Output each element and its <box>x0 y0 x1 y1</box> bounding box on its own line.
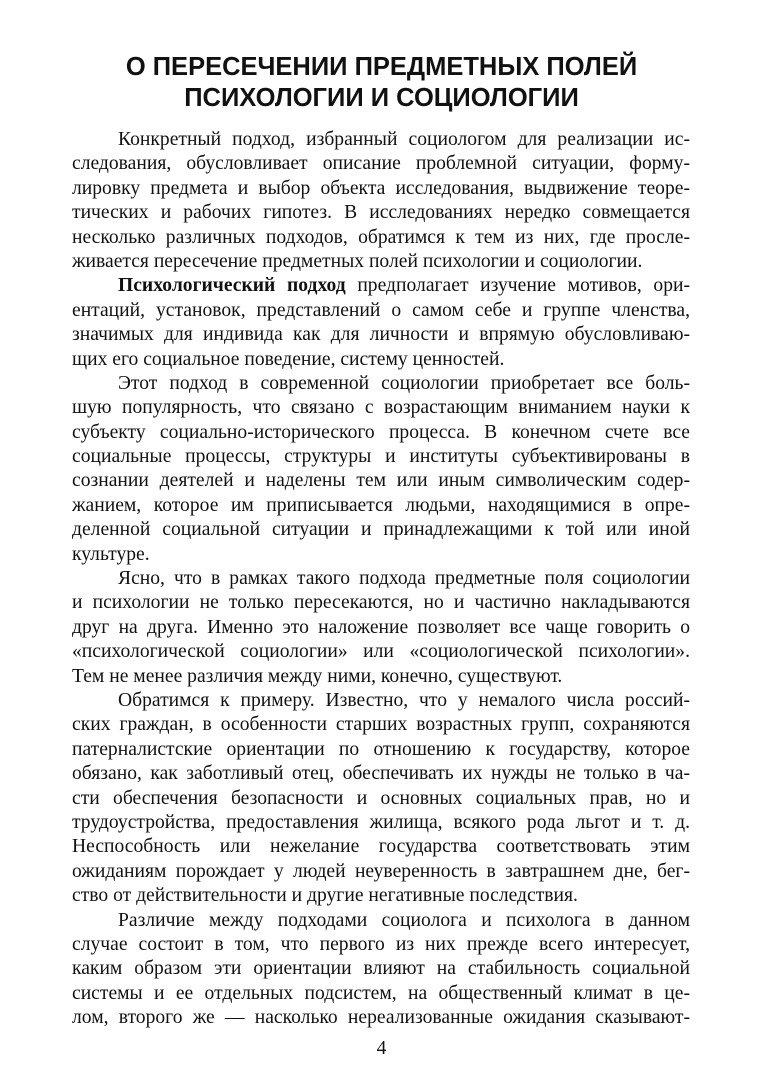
text-line <box>72 494 690 518</box>
line-text: ожиданиям порождает у людей неуверенность в завтрашнем дне, бег- <box>72 860 690 882</box>
text-line <box>72 738 690 762</box>
text-line <box>72 152 690 176</box>
line-text: друг на друга. Именно это наложение позволяет все чаще говорить о <box>72 616 690 638</box>
line-text: ентаций, установок, представлений о самом себе и группе членства, <box>72 299 690 321</box>
line-text: и психологии не только пересекаются, но и частично накладываются <box>72 592 690 614</box>
text-line <box>72 1006 690 1030</box>
text-line <box>72 128 690 152</box>
paragraph <box>72 567 690 689</box>
text-line <box>72 518 690 542</box>
line-text: сознании деятелей и наделены тем или иным символическим содер- <box>72 470 690 492</box>
text-line <box>72 957 690 981</box>
title-line: ПСИХОЛОГИИ И СОЦИОЛОГИИ <box>184 84 579 112</box>
text-line <box>72 713 690 737</box>
text-line <box>72 372 690 396</box>
text-line <box>72 226 690 250</box>
text-line <box>72 811 690 835</box>
text-line <box>72 567 690 591</box>
line-text: лом, второго же — насколько нереализованные ожидания сказывают- <box>72 1007 690 1029</box>
line-text: «психологической социологии» или «социологической психологии». <box>72 641 690 663</box>
text-line <box>72 933 690 957</box>
line-text: Конкретный подход, избранный социологом для реализации ис- <box>118 129 690 150</box>
line-text: Тем не менее различия между ними, конечно, существуют. <box>72 665 563 687</box>
text-line <box>72 787 690 811</box>
line-text: предполагает изучение мотивов, ори- <box>345 275 691 297</box>
text-line <box>72 421 690 445</box>
line-text: щих его социальное поведение, систему ценностей. <box>72 348 505 370</box>
line-text: Этот подход в современной социологии приобретает все боль- <box>118 372 690 394</box>
line-text: ство от действительности и другие негативные последствия. <box>72 885 578 907</box>
title-line: О ПЕРЕСЕЧЕНИИ ПРЕДМЕТНЫХ ПОЛЕЙ <box>125 53 638 81</box>
text-line <box>72 201 690 225</box>
text-line <box>72 274 690 298</box>
line-text: лировку предмета и выбор объекта исследования, выдвижение теоре- <box>72 177 690 199</box>
line-text: культуре. <box>72 543 150 565</box>
line-text: трудоустройства, предоставления жилища, всякого рода льгот и т. д. <box>72 811 690 833</box>
line-text: Обратимся к примеру. Известно, что у немалого числа россий- <box>118 689 690 711</box>
text-line <box>72 177 690 201</box>
text-line <box>72 982 690 1006</box>
text-line <box>72 884 690 908</box>
line-text: деленной социальной ситуации и принадлежащими к той или иной <box>72 519 690 541</box>
text-line <box>72 616 690 640</box>
text-line <box>72 469 690 493</box>
paragraph <box>72 128 690 274</box>
line-text: Неспособность или нежелание государства соответствовать этим <box>72 836 690 858</box>
line-text: жанием, которое им приписывается людьми, находящимися в опре- <box>72 494 690 516</box>
line-text: случае состоит в том, что первого из них прежде всего интересует, <box>72 933 690 955</box>
text-line <box>72 665 690 689</box>
line-text: субъекту социально-исторического процесса. В конечном счете все <box>72 421 690 443</box>
line-text: Различие между подходами социолога и психолога в данном <box>118 909 690 931</box>
line-text: несколько различных подходов, обратимся к тем из них, где просле- <box>72 226 690 248</box>
line-text: обязано, как заботливый отец, обеспечивать их нужды не только в ча- <box>72 763 690 785</box>
text-line <box>72 835 690 859</box>
text-line <box>72 323 690 347</box>
line-text: живается пересечение предметных полей психологии и социологии. <box>72 250 643 272</box>
paragraph <box>72 909 690 1031</box>
line-text: значимых для индивида как для личности и впрямую обусловливаю- <box>72 324 690 346</box>
line-text: тических и рабочих гипотез. В исследованиях нередко совмещается <box>72 202 690 224</box>
text-line <box>72 543 690 567</box>
text-line <box>72 640 690 664</box>
line-text: патерналистские ориентации по отношению к государству, которое <box>72 738 690 760</box>
paragraph <box>72 372 690 567</box>
line-text: следования, обусловливает описание проблемной ситуации, форму- <box>72 153 690 175</box>
line-text: шую популярность, что связано с возрастающим вниманием науки к <box>72 397 690 419</box>
text-line <box>72 348 690 372</box>
text-line <box>72 250 690 274</box>
line-text: социальные процессы, структуры и институты субъективированы в <box>72 446 690 468</box>
body-text <box>72 128 690 1030</box>
page-number: 4 <box>376 1038 387 1059</box>
paragraph <box>72 689 690 909</box>
text-line <box>72 591 690 615</box>
line-text: Ясно, что в рамках такого подхода предметные поля социологии <box>118 568 690 590</box>
line-text: каким образом эти ориентации влияют на стабильность социальной <box>72 958 690 980</box>
text-line <box>72 396 690 420</box>
line-text: системы и ее отдельных подсистем, на общественный климат в це- <box>72 982 690 1004</box>
text-line <box>72 299 690 323</box>
text-line <box>72 445 690 469</box>
bold-term: Психологический подход <box>118 275 346 297</box>
line-text: ских граждан, в особенности старших возрастных групп, сохраняются <box>72 714 690 736</box>
line-text: сти обеспечения безопасности и основных социальных прав, но и <box>72 787 690 809</box>
text-line <box>72 762 690 786</box>
text-line <box>72 909 690 933</box>
page-title <box>0 52 763 114</box>
text-line <box>72 689 690 713</box>
text-line <box>72 860 690 884</box>
paragraph <box>72 274 690 372</box>
